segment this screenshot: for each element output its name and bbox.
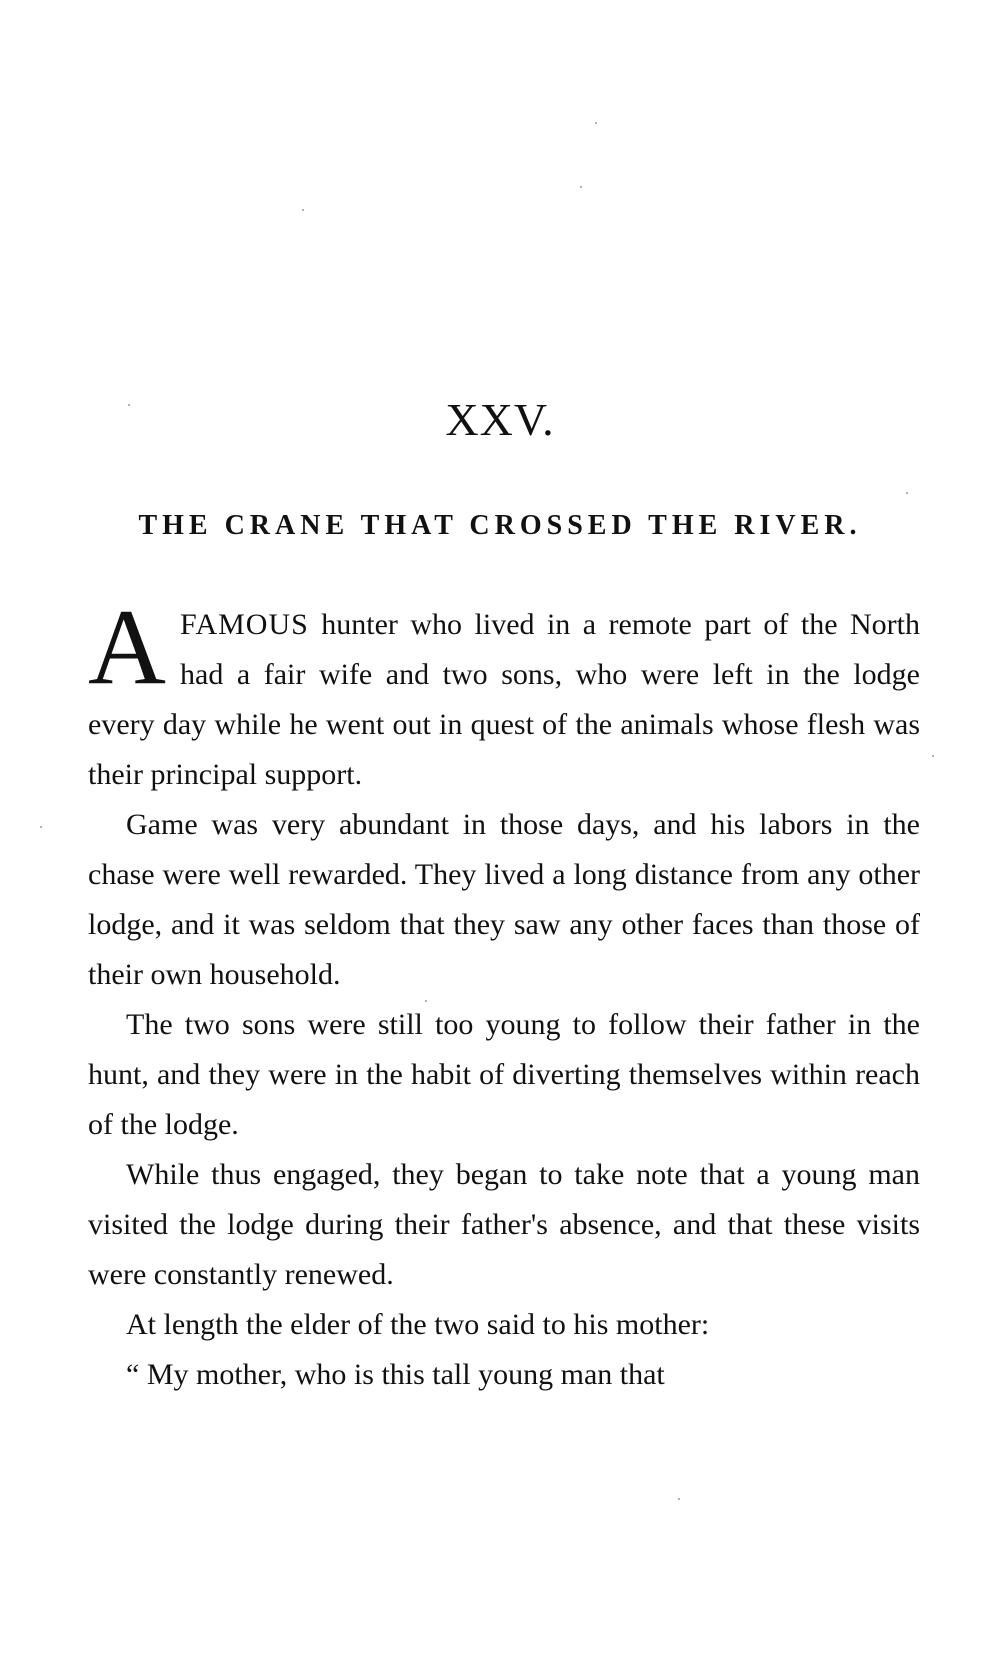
paragraph-5: At length the elder of the two said to his mother:	[126, 1308, 710, 1341]
paper-speck	[932, 755, 934, 757]
chapter-body	[88, 588, 920, 1400]
paper-speck	[906, 492, 908, 494]
chapter-number: XXV.	[445, 394, 555, 445]
chapter-title: THE CRANE THAT CROSSED THE RIVER.	[138, 510, 862, 541]
paragraph-1-text: hunter who lived in a remote part of the North had a fair wife and two sons, who were left in the lodge every day while he went out in quest of the animals whose flesh was their principal support.	[88, 608, 920, 791]
drop-cap: A	[88, 588, 166, 707]
lead-word: FAMOUS	[180, 608, 309, 641]
paragraph-2: Game was very abundant in those days, and his labors in the chase were well rewarded. They lived a long distance from any other lodge, and it was seldom that they saw any other faces than those of their own household.	[88, 808, 920, 991]
paragraph-4: While thus engaged, they began to take note that a young man visited the lodge during their father's absence, and that these visits were constantly renewed.	[88, 1158, 920, 1291]
paragraph-1	[88, 588, 920, 800]
paper-speck	[40, 826, 42, 828]
paper-speck	[678, 1498, 680, 1500]
paper-speck	[425, 1000, 427, 1002]
paper-speck	[302, 209, 304, 211]
paper-speck	[128, 404, 130, 406]
paragraph-6: “ My mother, who is this tall young man that	[126, 1358, 665, 1391]
paper-speck	[595, 122, 597, 124]
paper-speck	[580, 186, 582, 188]
paragraph-3: The two sons were still too young to follow their father in the hunt, and they were in the habit of diverting themselves within reach of the lodge.	[88, 1008, 920, 1141]
